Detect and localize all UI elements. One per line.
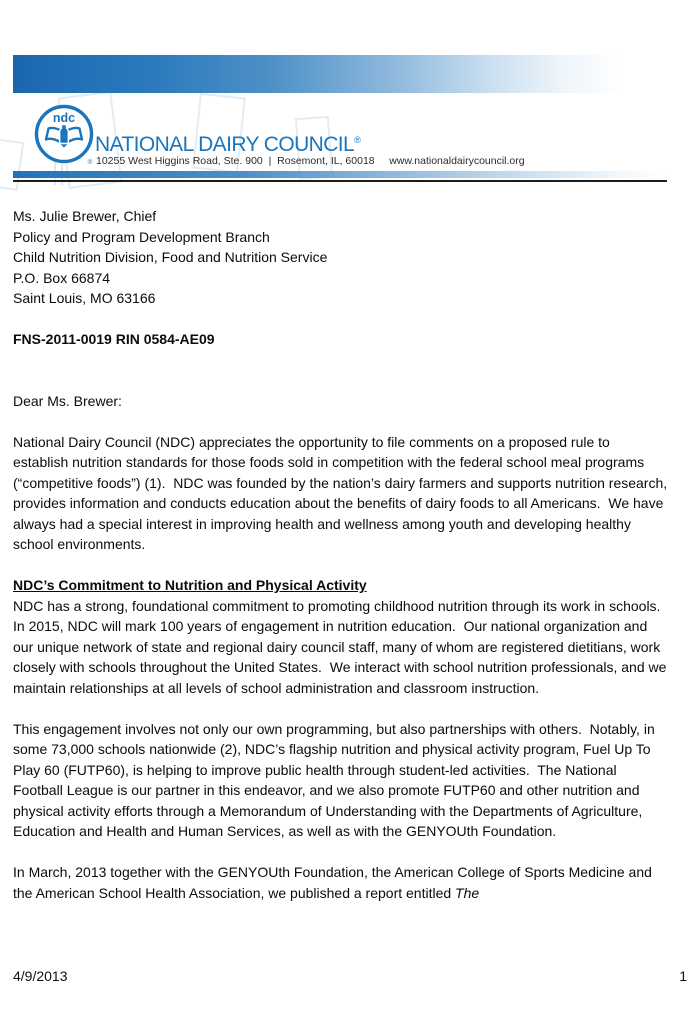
org-registered-mark: ® [354, 135, 361, 145]
letter-body [13, 206, 672, 903]
recipient-line: Saint Louis, MO 63166 [13, 290, 156, 306]
logo-monogram: ndc [52, 111, 76, 125]
recipient-line: Child Nutrition Division, Food and Nutrition Service [13, 249, 328, 265]
org-address-line: 10255 West Higgins Road, Ste. 900 | Rosemont, IL, 60018 www.nationaldairycouncil.org [96, 155, 525, 167]
watermark-shape [0, 138, 24, 191]
recipient-line: P.O. Box 66874 [13, 269, 111, 286]
footer-date: 4/9/2013 [13, 968, 68, 984]
paragraph-commitment: NDC has a strong, foundational commitment to promoting childhood nutrition through its work in schools. In 2015, NDC will mark 100 years of engagement in nutrition education. Our national organization and our unique network of state and regional dairy council staff, many of whom are registered dietitians, work closely with schools throughout the United States. We interact with school nutrition professionals, and we maintain relationships at all levels of school administration and classroom instruction. [13, 597, 671, 696]
org-name [95, 133, 361, 156]
docket-reference: FNS-2011-0019 RIN 0584-AE09 [13, 331, 215, 347]
org-name-text: NATIONAL DAIRY COUNCIL [95, 133, 355, 156]
ndc-logo-icon [31, 102, 97, 168]
logo-milk-bottle-glyph [60, 125, 69, 144]
recipient-line: Policy and Program Development Branch [13, 228, 270, 245]
letterhead-rule [13, 180, 667, 182]
paragraph-closing-report-title: The [455, 884, 480, 901]
paragraph-closing-text: In March, 2013 together with the GENYOUth Foundation, the American College of Sports Medicine and the American School Health Association, we published a report entitled [13, 864, 656, 901]
paragraph-closing [13, 862, 668, 903]
recipient-line: Ms. Julie Brewer, Chief [13, 208, 157, 224]
recipient-address-block [13, 206, 668, 309]
paragraph-engagement: This engagement involves not only our own programming, but also partnerships with others. Notably, in some 73,000 schools nationwide (2), NDC’s flagship nutrition and physical activity program, Fuel Up To Play 60 (FUTP60), is helping to improve public health through student-led activities. The National Football League is our partner in this endeavor, and we also promote FUTP60 and other nutrition and physical activity efforts through a Memorandum of Understanding with the Departments of Agriculture, Education and Health and Human Services, as well as with the GENYOUth Foundation. [13, 720, 659, 839]
footer-page-number: 1 [679, 968, 687, 984]
section-heading: NDC’s Commitment to Nutrition and Physical Activity [13, 577, 367, 593]
letterhead-thin-gradient-line [13, 171, 667, 178]
letterhead-gradient-bar [13, 55, 623, 93]
logo-registered-mark: ® [87, 159, 93, 166]
salutation: Dear Ms. Brewer: [13, 392, 122, 409]
paragraph-intro: National Dairy Council (NDC) appreciates the opportunity to file comments on a proposed rule to establish nutrition standards for those foods sold in competition with the federal school meal programs (“competitive foods”) (1). NDC was founded by the nation’s dairy farmers and supports nutrition research, provides information and conducts education about the benefits of dairy foods to all Americans. We have always had a special interest in improving health and wellness among youth and developing healthy school environments. [13, 433, 672, 552]
